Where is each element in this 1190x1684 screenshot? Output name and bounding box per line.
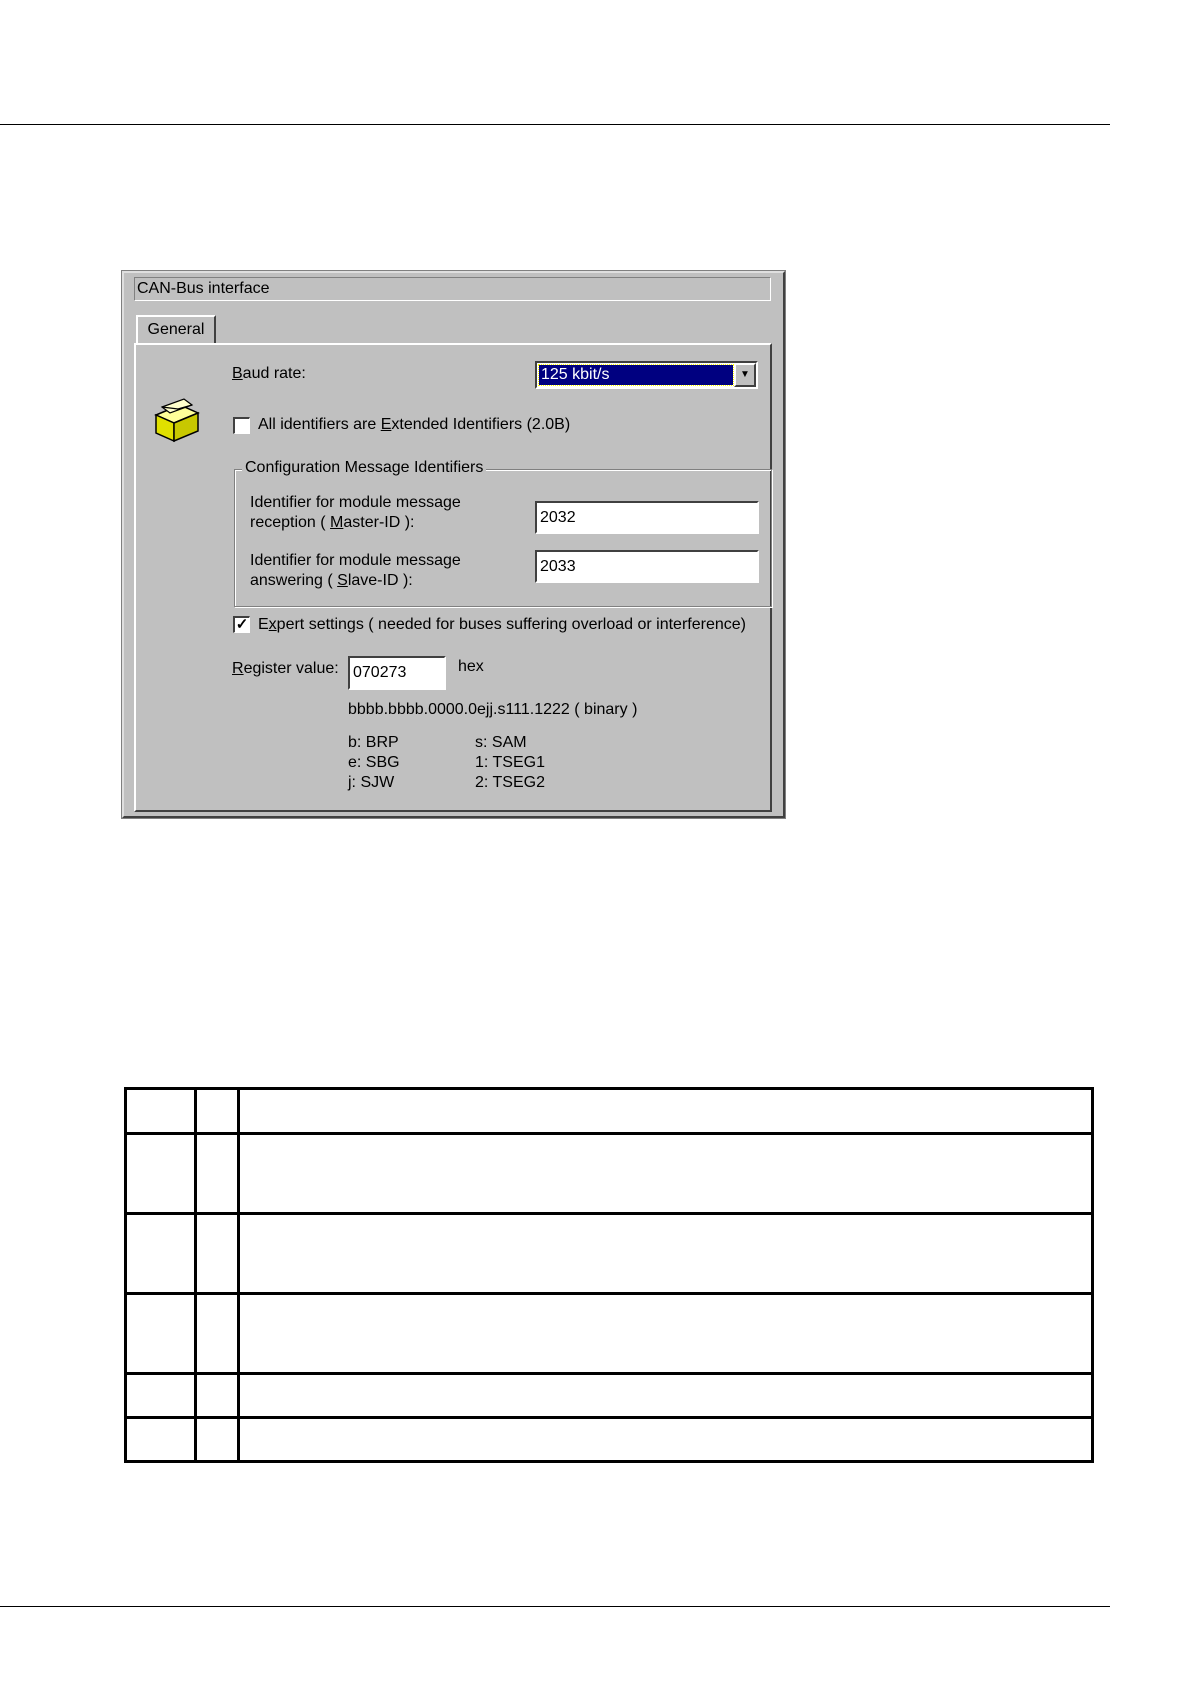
table-cell: [239, 1214, 1093, 1294]
register-value-input[interactable]: [348, 656, 446, 690]
table-cell: [126, 1294, 196, 1374]
extended-ids-checkbox[interactable]: [233, 417, 250, 434]
chevron-down-icon[interactable]: ▼: [734, 363, 756, 387]
bit-legend-right: [475, 733, 545, 793]
legend-sbg: e: SBG: [348, 754, 400, 771]
legend-sjw: j: SJW: [348, 774, 395, 791]
legend-sam: s: SAM: [475, 734, 527, 751]
extended-ids-text-post: xtended Identifiers (2.0B): [391, 416, 571, 433]
mail-tray-icon: [152, 397, 200, 445]
extended-ids-text-pre: All identifiers are: [258, 416, 381, 433]
baud-rate-select[interactable]: [535, 361, 758, 389]
table-cell: [239, 1134, 1093, 1214]
master-id-label: [250, 493, 461, 533]
slave-id-line2: [250, 571, 461, 591]
table-cell: [239, 1294, 1093, 1374]
dialog-title: CAN-Bus interface: [134, 277, 771, 301]
baud-rate-hotkey: B: [232, 365, 243, 382]
register-unit: hex: [458, 658, 484, 675]
slave-id-text-post: lave-ID ):: [347, 572, 413, 589]
legend-tseg1: 1: TSEG1: [475, 754, 545, 771]
master-id-text-post: aster-ID ):: [343, 514, 415, 531]
expert-settings-checkbox[interactable]: ✓: [233, 616, 250, 633]
baud-rate-selected: 125 kbit/s: [539, 365, 733, 385]
table-cell: [239, 1374, 1093, 1418]
config-group-legend: Configuration Message Identifiers: [242, 459, 486, 477]
extended-ids-label: [258, 416, 570, 434]
table-row: [126, 1294, 1093, 1374]
expert-settings-text-post: pert settings ( needed for buses suffering overload or interference): [276, 616, 746, 633]
bit-legend-left: [348, 733, 400, 793]
table-row: [126, 1418, 1093, 1462]
reference-table: [124, 1087, 1094, 1463]
expert-settings-label: [258, 616, 746, 634]
table-cell: [126, 1089, 196, 1134]
baud-rate-label: [232, 365, 306, 383]
master-id-hotkey: M: [330, 514, 344, 531]
tab-general[interactable]: General: [136, 315, 216, 343]
can-bus-dialog: [122, 271, 785, 818]
table-cell: [196, 1134, 239, 1214]
table-cell: [196, 1418, 239, 1462]
table-cell: [239, 1418, 1093, 1462]
legend-tseg2: 2: TSEG2: [475, 774, 545, 791]
footer-rule: [0, 1606, 1110, 1607]
table-row: [126, 1134, 1093, 1214]
slave-id-line1: Identifier for module message: [250, 552, 461, 569]
master-id-text-pre: reception (: [250, 514, 331, 531]
expert-settings-text-pre: E: [258, 616, 269, 633]
slave-id-input[interactable]: [535, 550, 759, 583]
register-value-label-text: egister value:: [243, 660, 339, 677]
register-value-label: [232, 660, 339, 678]
master-id-line1: Identifier for module message: [250, 494, 461, 511]
binary-format: bbbb.bbbb.0000.0ejj.s111.1222 ( binary ): [348, 701, 638, 718]
baud-rate-label-text: aud rate:: [242, 365, 306, 382]
extended-ids-hotkey: E: [380, 416, 392, 433]
table-cell: [196, 1089, 239, 1134]
table-cell: [126, 1134, 196, 1214]
master-id-line2: [250, 513, 461, 533]
table-row: [126, 1374, 1093, 1418]
table-cell: [126, 1418, 196, 1462]
table-cell: [126, 1374, 196, 1418]
table-cell: [196, 1294, 239, 1374]
table-cell: [239, 1089, 1093, 1134]
master-id-input[interactable]: [535, 501, 759, 534]
table-row: [126, 1089, 1093, 1134]
table-cell: [126, 1214, 196, 1294]
table-row: [126, 1214, 1093, 1294]
slave-id-hotkey: S: [337, 572, 348, 589]
slave-id-label: [250, 551, 461, 591]
slave-id-text-pre: answering (: [250, 572, 338, 589]
table-cell: [196, 1214, 239, 1294]
legend-brp: b: BRP: [348, 734, 399, 751]
header-rule: [0, 124, 1110, 125]
register-value-hotkey: R: [232, 660, 244, 677]
table-cell: [196, 1374, 239, 1418]
expert-settings-hotkey: x: [268, 616, 277, 633]
